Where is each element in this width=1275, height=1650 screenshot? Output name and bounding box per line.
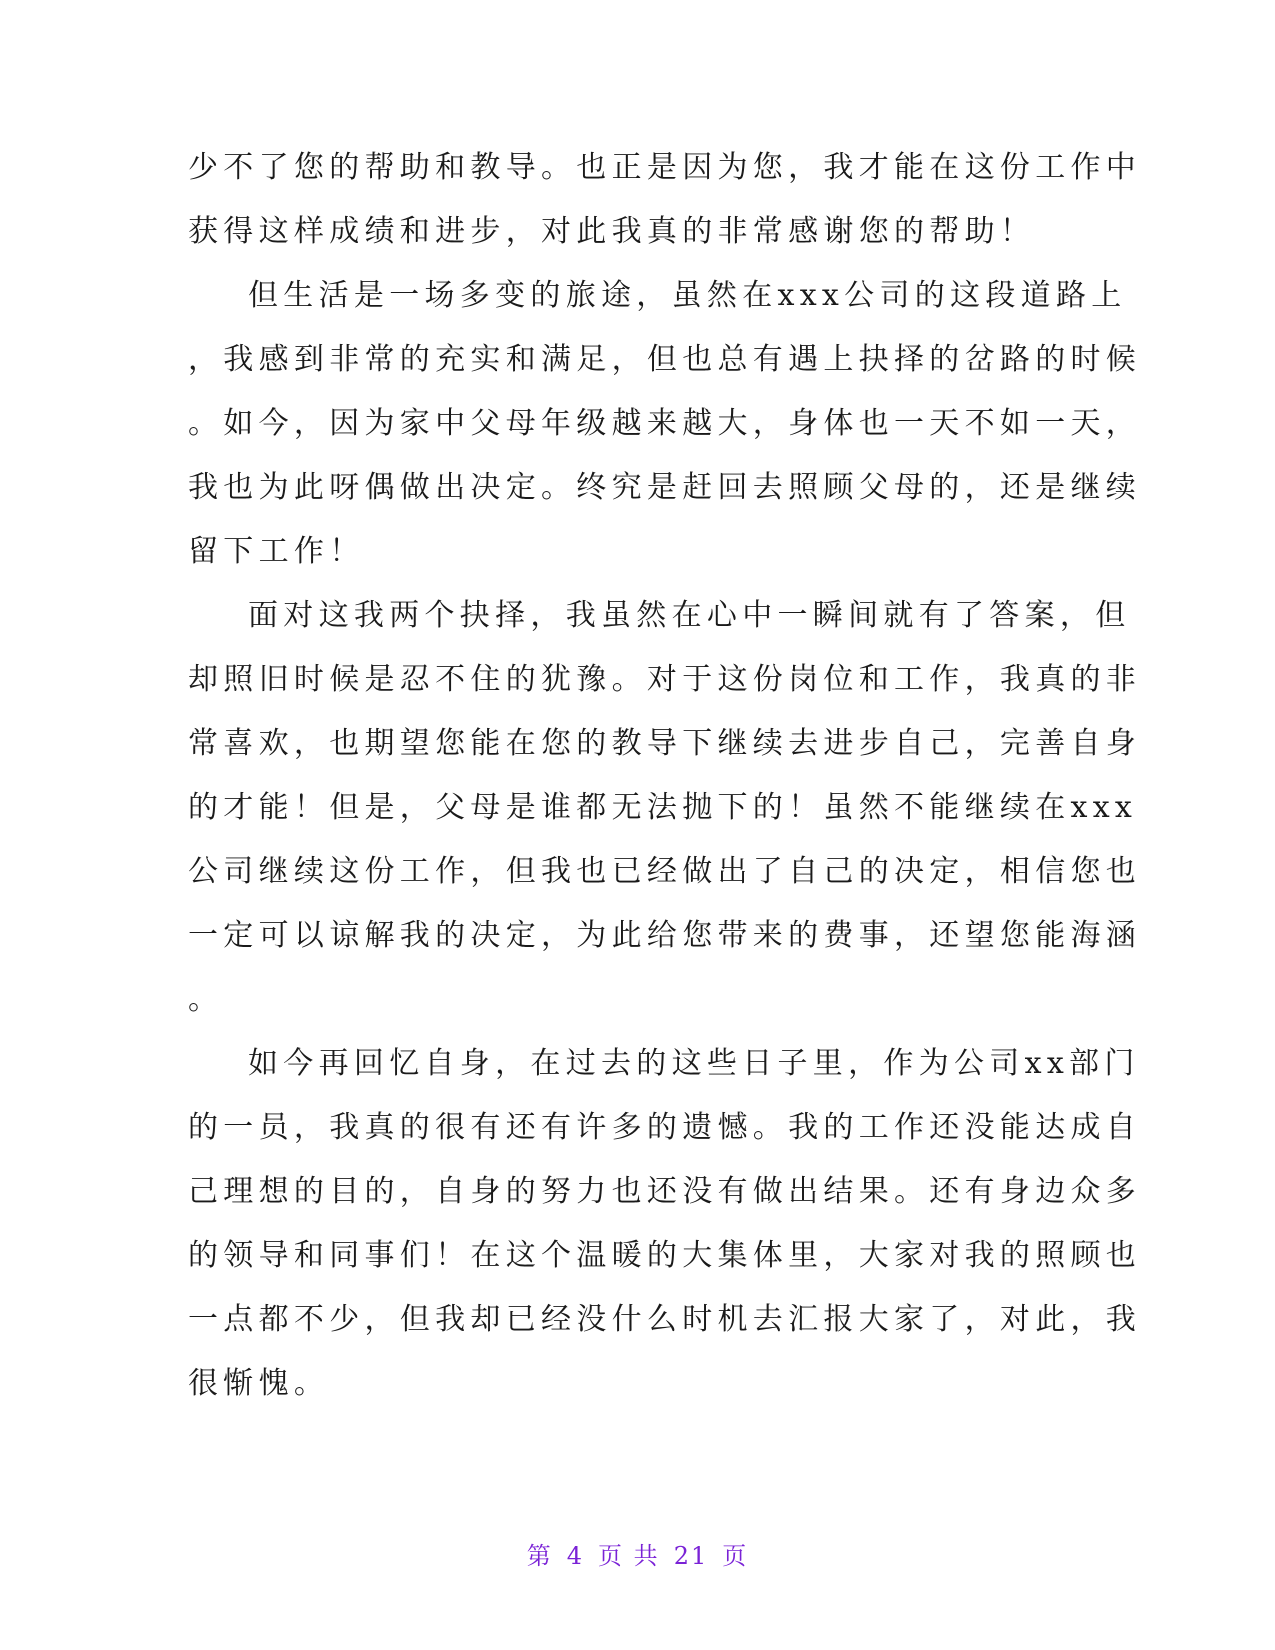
text-line: 却照旧时候是忍不住的犹豫。对于这份岗位和工作，我真的非 xyxy=(188,662,1142,697)
footer-middle: 页 共 xyxy=(598,1542,660,1570)
text-line: 公司继续这份工作，但我也已经做出了自己的决定，相信您也 xyxy=(188,854,1142,889)
text-line: 但生活是一场多变的旅途，虽然在xxx公司的这段道路上 xyxy=(248,278,1127,313)
text-line: 我也为此呀偶做出决定。终究是赶回去照顾父母的，还是继续 xyxy=(188,470,1142,505)
text-line: ，我感到非常的充实和满足，但也总有遇上抉择的岔路的时候 xyxy=(188,342,1142,377)
footer-total-pages: 21 xyxy=(673,1542,709,1570)
text-line: 留下工作！ xyxy=(188,534,365,569)
text-line: 的一员，我真的很有还有许多的遗憾。我的工作还没能达成自 xyxy=(188,1110,1142,1145)
text-line: 少不了您的帮助和教导。也正是因为您，我才能在这份工作中 xyxy=(188,150,1142,185)
footer-prefix: 第 xyxy=(526,1542,553,1570)
text-line: 一点都不少，但我却已经没什么时机去汇报大家了，对此，我 xyxy=(188,1302,1142,1337)
footer-suffix: 页 xyxy=(722,1542,749,1570)
text-line: 己理想的目的，自身的努力也还没有做出结果。还有身边众多 xyxy=(188,1174,1142,1209)
footer-current-page: 4 xyxy=(566,1542,585,1570)
page-footer xyxy=(0,1536,1275,1571)
text-line: 常喜欢，也期望您能在您的教导下继续去进步自己，完善自身 xyxy=(188,726,1142,761)
text-line: 。 xyxy=(188,982,224,1017)
text-line: 的领导和同事们！在这个温暖的大集体里，大家对我的照顾也 xyxy=(188,1238,1142,1273)
text-line: 的才能！但是，父母是谁都无法抛下的！虽然不能继续在xxx xyxy=(188,790,1138,825)
document-body xyxy=(188,136,1142,1416)
text-line: 很惭愧。 xyxy=(188,1366,330,1401)
text-line: 一定可以谅解我的决定，为此给您带来的费事，还望您能海涵 xyxy=(188,918,1142,953)
text-line: 。如今，因为家中父母年级越来越大，身体也一天不如一天， xyxy=(188,406,1142,441)
text-line: 面对这我两个抉择，我虽然在心中一瞬间就有了答案，但 xyxy=(248,598,1131,633)
text-line: 如今再回忆自身，在过去的这些日子里，作为公司xx部门 xyxy=(248,1046,1140,1081)
text-line: 获得这样成绩和进步，对此我真的非常感谢您的帮助！ xyxy=(188,214,1036,249)
